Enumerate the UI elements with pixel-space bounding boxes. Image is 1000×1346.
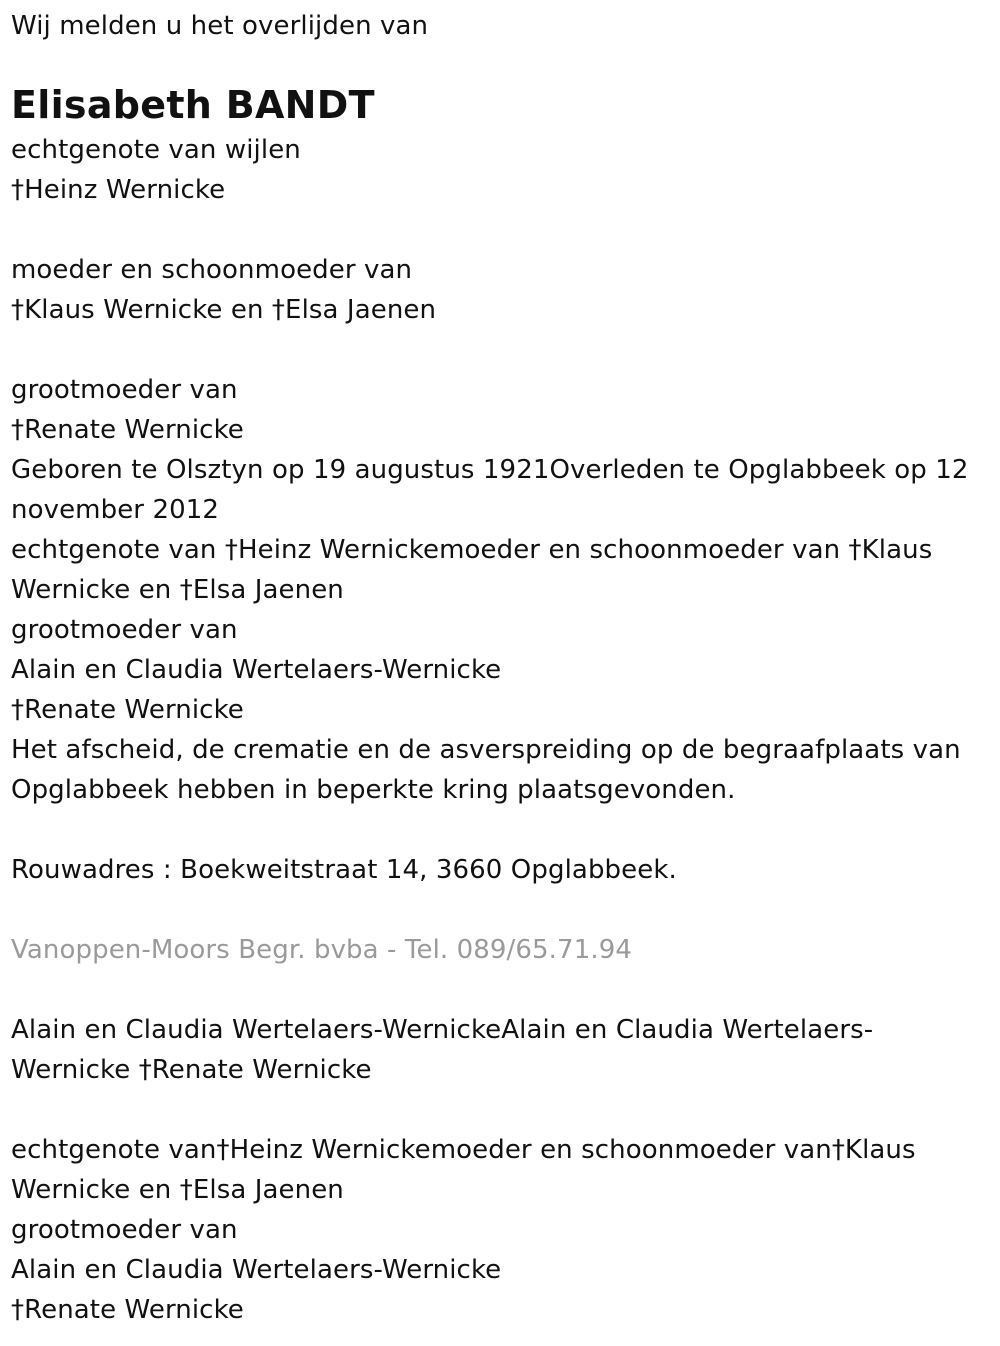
grandchildren-label: grootmoeder van bbox=[11, 375, 238, 405]
spouse-name: †Heinz Wernicke bbox=[11, 175, 226, 205]
grandchildren-label-2: grootmoeder van bbox=[11, 615, 238, 645]
funeral-home-contact: Vanoppen-Moors Begr. bvba - Tel. 089/65.71.94 bbox=[11, 935, 632, 965]
signatories-text: Alain en Claudia Wertelaers-WernickeAlain en Claudia Wertelaers-Wernicke †Renate Wernicke bbox=[11, 1015, 874, 1085]
mourning-address: Rouwadres : Boekweitstraat 14, 3660 Opglabbeek. bbox=[11, 855, 677, 885]
spacer bbox=[11, 890, 986, 930]
relations-text: echtgenote van †Heinz Wernickemoeder en schoonmoeder van †Klaus Wernicke en †Elsa Jaenen bbox=[11, 535, 933, 605]
grandchildren-label-3: grootmoeder van bbox=[11, 1215, 238, 1245]
spacer bbox=[11, 970, 986, 1010]
spacer bbox=[11, 1090, 986, 1130]
spacer bbox=[11, 210, 986, 250]
grandchildren-names: †Renate Wernicke bbox=[11, 415, 244, 445]
birth-death-text: Geboren te Olsztyn op 19 augustus 1921Overleden te Opglabbeek op 12 november 2012 bbox=[11, 455, 969, 525]
spouse-label: echtgenote van wijlen bbox=[11, 135, 301, 165]
grandchild-name: †Renate Wernicke bbox=[11, 695, 244, 725]
children-label: moeder en schoonmoeder van bbox=[11, 255, 413, 285]
grandchild-name: Alain en Claudia Wertelaers-Wernicke bbox=[11, 1255, 502, 1285]
deceased-name: Elisabeth BANDT bbox=[11, 83, 375, 127]
children-names: †Klaus Wernicke en †Elsa Jaenen bbox=[11, 295, 437, 325]
grandchild-name: Alain en Claudia Wertelaers-Wernicke bbox=[11, 655, 502, 685]
relations-text-2: echtgenote van†Heinz Wernickemoeder en schoonmoeder van†Klaus Wernicke en †Elsa Jaenen bbox=[11, 1135, 916, 1205]
grandchild-name: †Renate Wernicke bbox=[11, 1295, 244, 1325]
spacer bbox=[11, 330, 986, 370]
ceremony-text: Het afscheid, de crematie en de asverspreiding op de begraafplaats van Opglabbeek hebben in beperkte kring plaatsgevonden. bbox=[11, 735, 961, 805]
intro-text: Wij melden u het overlijden van bbox=[11, 11, 429, 41]
spacer bbox=[11, 810, 986, 850]
